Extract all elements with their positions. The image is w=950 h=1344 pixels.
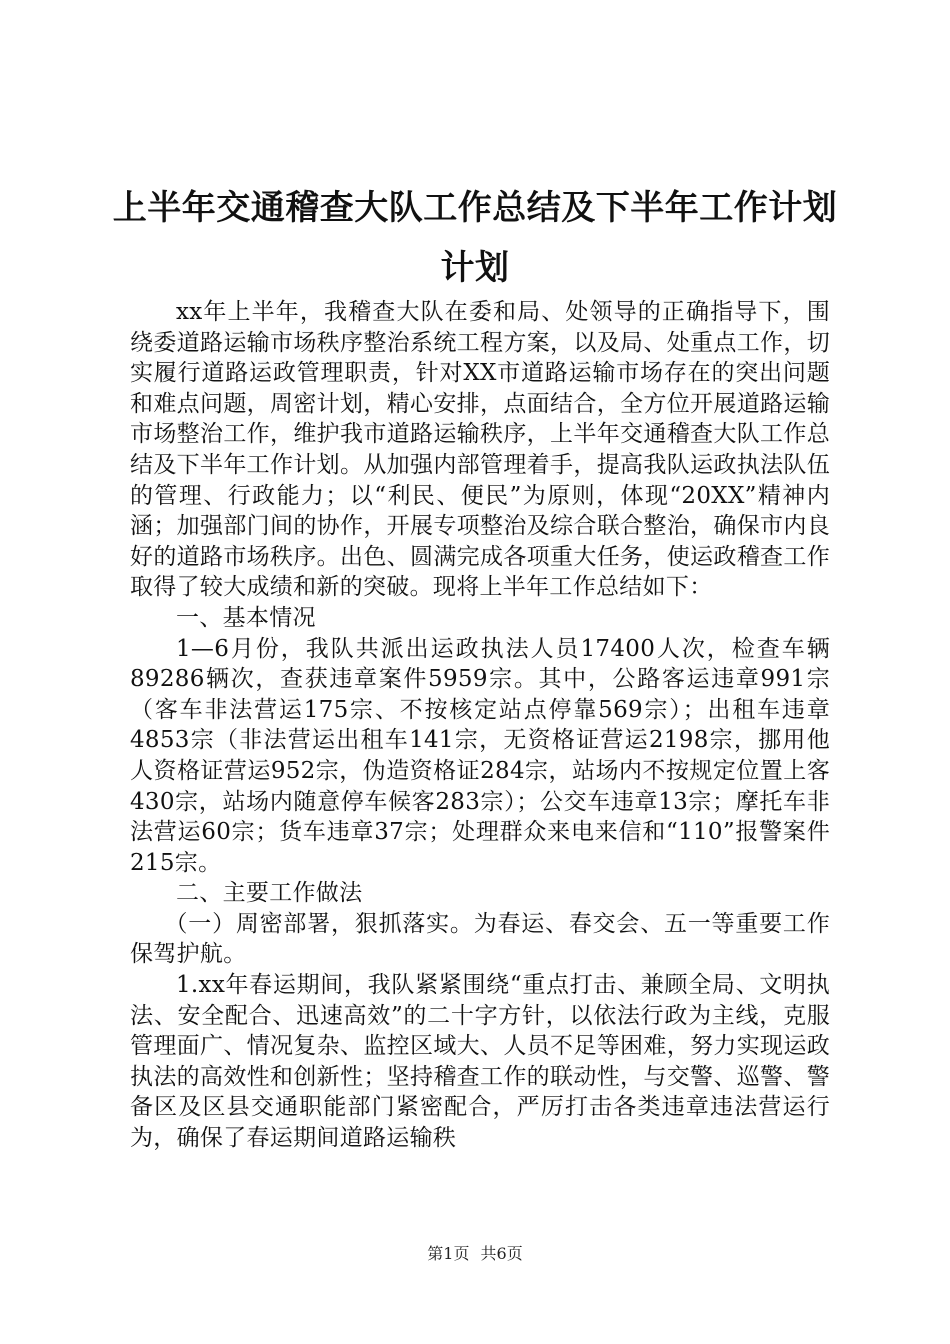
- intro-paragraph: xx年上半年，我稽查大队在委和局、处领导的正确指导下，围绕委道路运输市场秩序整治系统工程方案，以及局、处重点工作，切实履行道路运政管理职责，针对XX市道路运输市场存在的突出问题和难点问题，周密计划，精心安排，点面结合，全方位开展道路运输市场整治工作，维护我市道路运输秩序，上半年交通稽查大队工作总结及下半年工作计划。从加强内部管理着手，提高我队运政执法队伍的管理、行政能力；以“利民、便民”为原则，体现“20XX”精神内涵；加强部门间的协作，开展专项整治及综合联合整治，确保市内良好的道路市场秩序。出色、圆满完成各项重大任务，使运政稽查工作取得了较大成绩和新的突破。现将上半年工作总结如下：: [130, 299, 830, 601]
- statistics-paragraph: 1—6月份，我队共派出运政执法人员17400人次，检查车辆89286辆次，查获违章案件5959宗。其中，公路客运违章991宗（客车非法营运175宗、不按核定站点停靠569宗）；出租车违章4853宗（非法营运出租车141宗，无资格证营运2198宗，挪用他人资格证营运952宗，伪造资格证284宗，站场内不按规定位置上客430宗，站场内随意停车候客283宗）；公交车违章13宗；摩托车非法营运60宗；货车违章37宗；处理群众来电来信和“110”报警案件215宗。: [130, 635, 830, 876]
- page-footer: [0, 1244, 950, 1264]
- document-title: 上半年交通稽查大队工作总结及下半年工作计划计划: [112, 188, 838, 288]
- subsection-heading-deployment: （一）周密部署，狠抓落实。为春运、春交会、五一等重要工作保驾护航。: [130, 910, 830, 968]
- section-heading-basic-situation: 一、基本情况: [176, 604, 316, 631]
- page-number: 第1页: [427, 1244, 470, 1263]
- spring-festival-paragraph: 1.xx年春运期间，我队紧紧围绕“重点打击、兼顾全局、文明执法、安全配合、迅速高效”的二十字方针，以依法行政为主线，克服管理面广、情况复杂、监控区域大、人员不足等困难，努力实现运政执法的高效性和创新性；坚持稽查工作的联动性，与交警、巡警、警备区及区县交通职能部门紧密配合，严厉打击各类违章违法营运行为，确保了春运期间道路运输秩: [130, 972, 830, 1152]
- page-total: 共6页: [480, 1244, 523, 1263]
- document-body: [130, 297, 830, 1154]
- section-heading-main-practices: 二、主要工作做法: [176, 880, 363, 907]
